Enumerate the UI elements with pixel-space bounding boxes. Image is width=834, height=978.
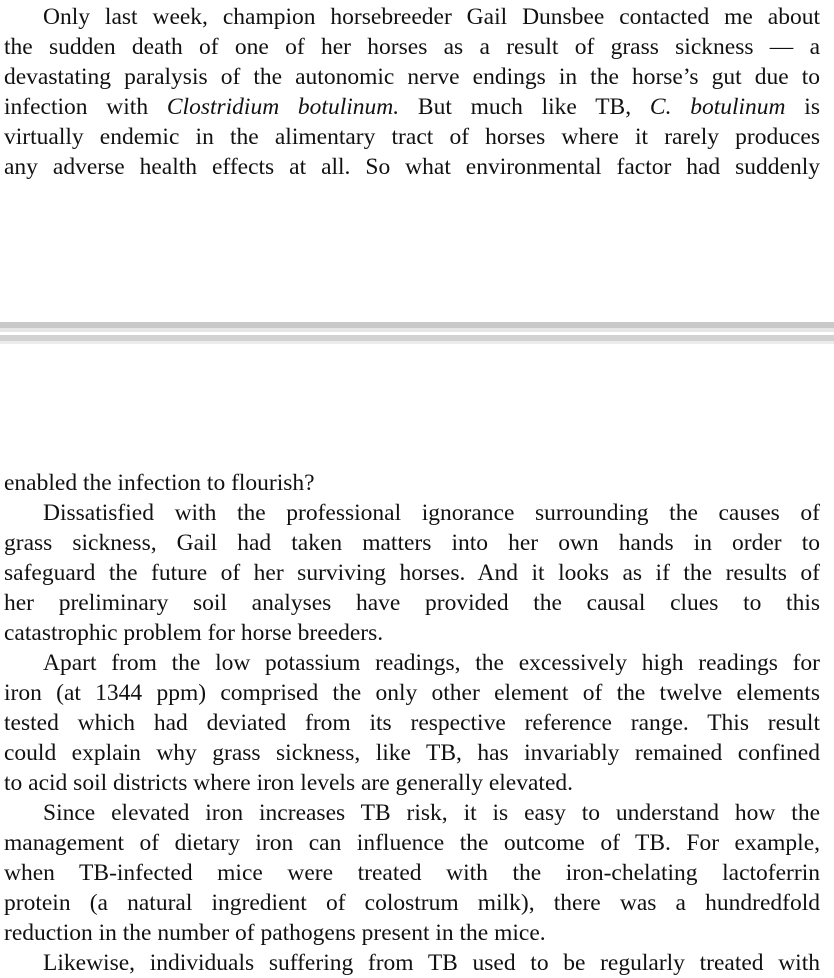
text-line: Since elevated iron increases TB risk, it is easy to understand how the: [43, 800, 820, 826]
text-line: Likewise, individuals suffering from TB used to be regularly treated with: [43, 950, 820, 976]
text-segment: But much like TB,: [399, 94, 650, 120]
text-line: enabled the infection to flourish?: [4, 470, 315, 496]
italic-species-name: C. botulinum: [649, 94, 786, 120]
text-line: catastrophic problem for horse breeders.: [4, 620, 384, 646]
text-segment: is: [785, 94, 820, 120]
page-separator: [0, 322, 834, 344]
text-line: Dissatisfied with the professional ignorance surrounding the causes of: [43, 500, 820, 526]
text-line: devastating paralysis of the autonomic nerve endings in the horse’s gut due to: [4, 64, 820, 90]
text-line: iron (at 1344 ppm) comprised the only other element of the twelve elements: [4, 680, 820, 706]
text-line: the sudden death of one of her horses as a result of grass sickness — a: [4, 34, 820, 60]
text-line: when TB-infected mice were treated with the iron-chelating lactoferrin: [4, 860, 820, 886]
italic-species-name: Clostridium botulinum.: [166, 94, 400, 120]
text-line: to acid soil districts where iron levels are generally elevated.: [4, 770, 574, 796]
text-line: grass sickness, Gail had taken matters into her own hands in order to: [4, 530, 820, 556]
text-segment: infection with: [4, 94, 167, 120]
text-line: protein (a natural ingredient of colostrum milk), there was a hundredfold: [4, 890, 820, 916]
text-line: any adverse health effects at all. So what environmental factor had suddenly: [4, 154, 820, 180]
text-line: tested which had deviated from its respective reference range. This result: [4, 710, 820, 736]
text-line: reduction in the number of pathogens present in the mice.: [4, 920, 546, 946]
cut-off-line: [4, 948, 820, 976]
separator-bar: [0, 341, 834, 344]
text-line: her preliminary soil analyses have provided the causal clues to this: [4, 590, 820, 616]
text-line: virtually endemic in the alimentary tract of horses where it rarely produces: [4, 124, 820, 150]
page-top: [4, 2, 820, 182]
page-bottom: [4, 468, 820, 976]
text-line: could explain why grass sickness, like TB, has invariably remained confined: [4, 740, 820, 766]
text-line-with-italics: [4, 92, 820, 122]
text-line: management of dietary iron can influence the outcome of TB. For example,: [4, 830, 820, 856]
text-line: Apart from the low potassium readings, the excessively high readings for: [43, 650, 820, 676]
text-line: safeguard the future of her surviving horses. And it looks as if the results of: [4, 560, 820, 586]
text-line: Only last week, champion horsebreeder Gail Dunsbee contacted me about: [43, 4, 820, 30]
